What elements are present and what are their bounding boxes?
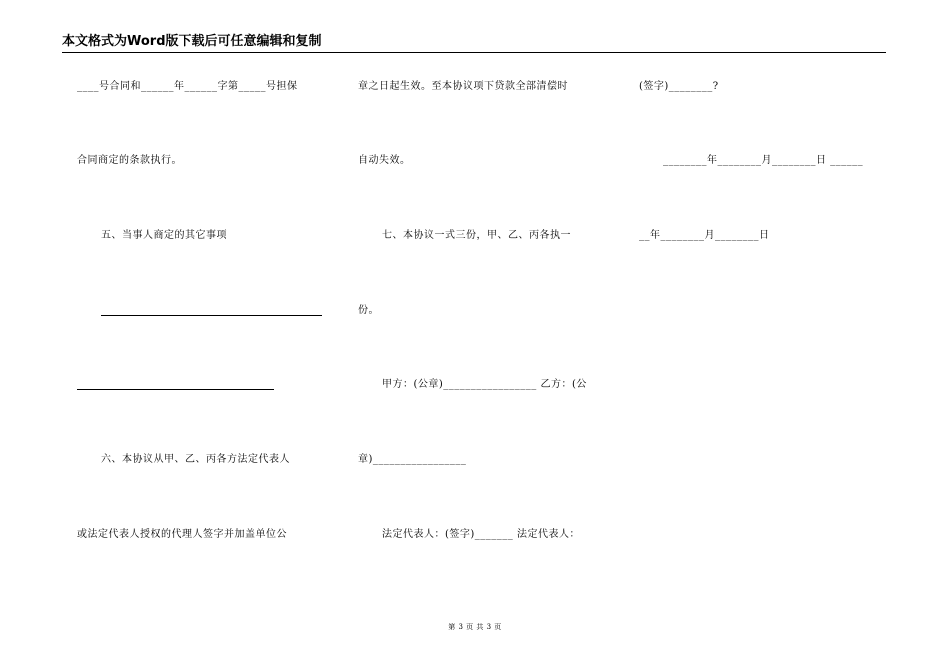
col2-line-invalid: 自动失效。 [358,155,411,166]
col1-heading-section-5: 五、当事人商定的其它事项 [101,230,227,241]
col1-line-terms: 合同商定的条款执行。 [77,155,182,166]
document-header: 本文格式为Word版下载后可任意编辑和复制 [62,34,886,53]
col2-line-effective: 章之日起生效。至本协议项下贷款全部清偿时 [358,81,568,92]
col1-line-contract-ref: ____号合同和______年______字第_____号担保 [77,81,298,92]
col2-line-seal-cont: 章)_________________ [358,454,467,465]
col1-line-authorized-agent: 或法定代表人授权的代理人签字并加盖单位公 [77,529,287,540]
fill-in-rule [101,315,322,316]
col1-heading-section-6: 六、本协议从甲、乙、丙各方法定代表人 [101,454,290,465]
col2-line-party-seals: 甲方：(公章)_________________ 乙方：(公 [382,379,587,390]
col2-line-legal-rep: 法定代表人：(签字)_______ 法定代表人： [382,529,580,540]
col3-line-signature: (签字)________? [639,81,719,92]
col2-heading-section-7: 七、本协议一式三份，甲、乙、丙各执一 [382,230,571,241]
col2-line-copies: 份。 [358,305,379,316]
col3-line-date-1: ________年________月________日 ______ [663,155,864,166]
fill-in-rule [77,389,274,390]
page-number: 第 3 页 共 3 页 [448,623,502,631]
col3-line-date-2: __年________月________日 [639,230,770,241]
